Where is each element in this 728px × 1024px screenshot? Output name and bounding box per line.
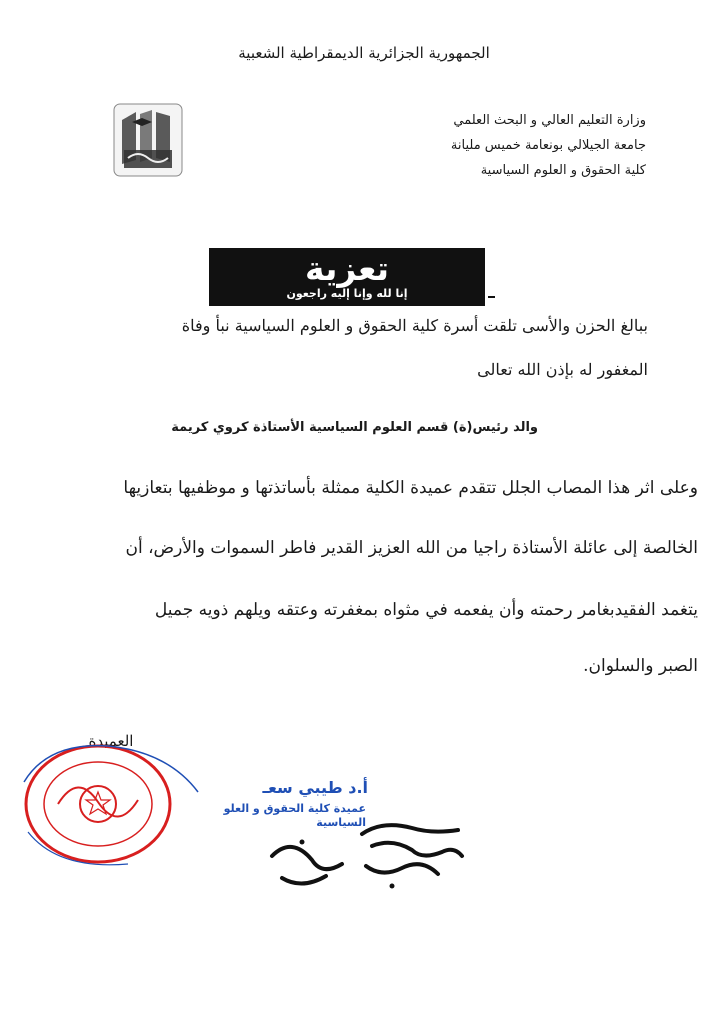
institution-header <box>386 108 646 183</box>
announcement-line-2: المغفور له بإذن الله تعالى <box>477 360 648 379</box>
paragraph-line-1: وعلى اثر هذا المصاب الجلل تتقدم عميدة الكلية ممثلة بأساتذتها و موظفيها بتعازيها <box>123 478 698 498</box>
condolence-banner <box>209 248 485 306</box>
dean-org-line-1: عميدة كلية الحقوق و العلو <box>223 802 366 815</box>
dean-org-line-2: السياسية <box>316 816 366 829</box>
university-logo-icon <box>112 100 184 180</box>
dean-name: أ.د طيبي سعـ <box>262 778 368 797</box>
ministry-line: وزارة التعليم العالي و البحث العلمي <box>453 113 646 128</box>
official-stamp-icon <box>18 742 208 872</box>
dash-mark <box>488 296 495 298</box>
dean-title: العميدة <box>88 732 134 750</box>
announcement-line-1: ببالغ الحزن والأسى تلقت أسرة كلية الحقوق و العلوم السياسية نبأ وفاة <box>181 316 648 335</box>
calligraphy-icon <box>262 816 472 896</box>
banner-title: تعزية <box>305 249 389 288</box>
department-line: والد رئيس(ة) قسم العلوم السياسية الأستاذة كروي كريمة <box>171 420 538 435</box>
banner-subtitle: إنا لله وإنا إليه راجعون <box>286 287 408 300</box>
paragraph-line-4: الصبر والسلوان. <box>583 656 698 676</box>
university-line: جامعة الجيلالي بونعامة خميس مليانة <box>450 138 646 153</box>
faculty-line: كلية الحقوق و العلوم السياسية <box>480 163 646 178</box>
republic-heading: الجمهورية الجزائرية الديمقراطية الشعبية <box>238 44 490 62</box>
paragraph-line-3: يتغمد الفقيدبغامر رحمته وأن يفعمه في مثواه بمغفرته وعتقه ويلهم ذويه جميل <box>154 600 698 620</box>
paragraph-line-2: الخالصة إلى عائلة الأستاذة راجيا من الله العزيز القدير فاطر السموات والأرض، أن <box>125 538 698 558</box>
